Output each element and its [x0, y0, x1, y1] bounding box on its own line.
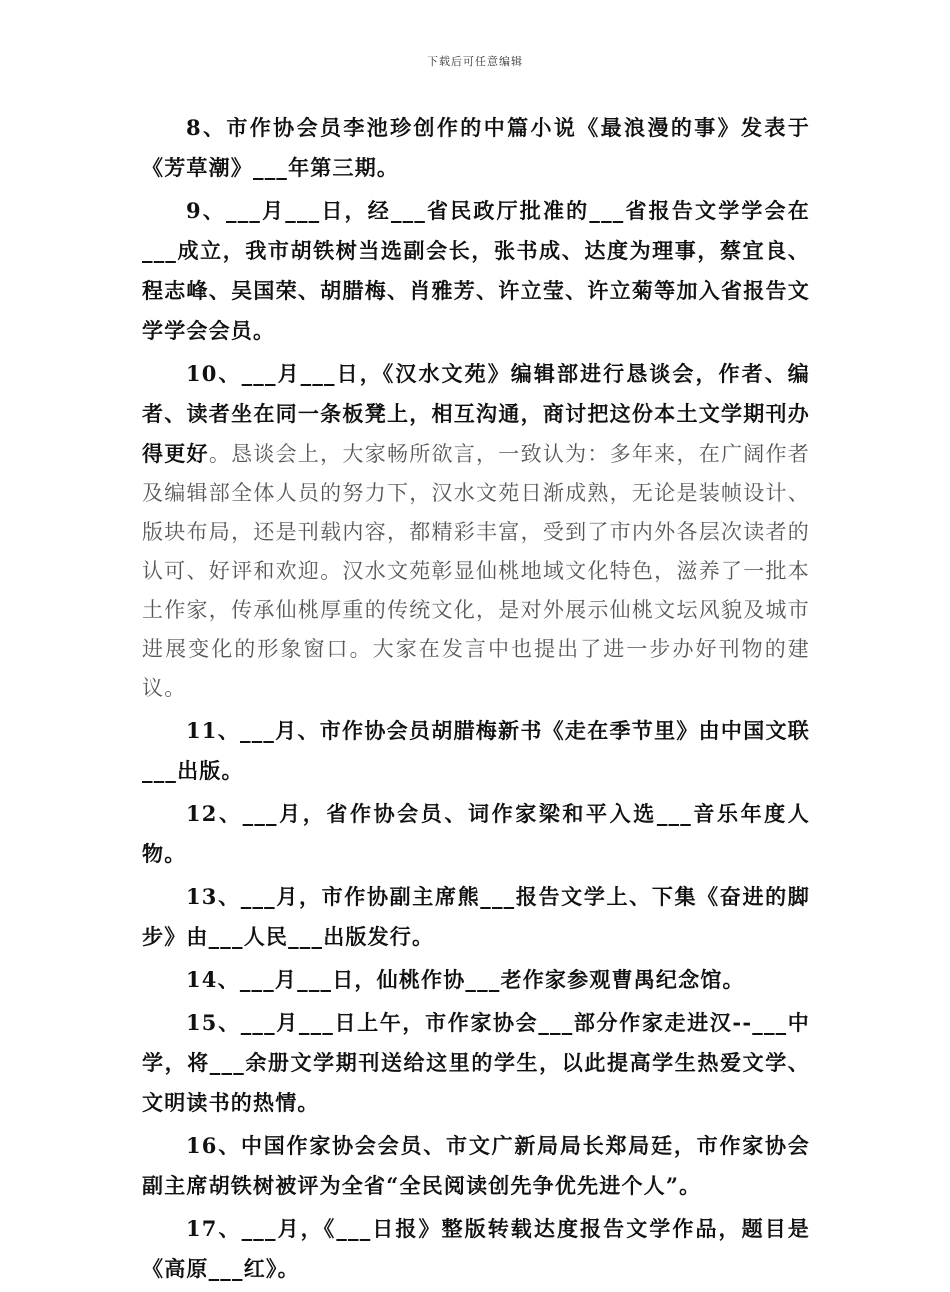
paragraph-bold-text: 17、___月，《___日报》整版转载达度报告文学作品，题目是《高原___红》。 — [142, 1216, 810, 1281]
paragraph-bold-text: 8、市作协会员李池珍创作的中篇小说《最浪漫的事》发表于《芳草潮》___年第三期。 — [142, 115, 810, 180]
paragraph-bold-text: 11、___月、市作协会员胡腊梅新书《走在季节里》由中国文联___出版。 — [142, 718, 810, 783]
paragraph-bold-text: 10、___月___日，《汉水文苑》编辑部进行恳谈会，作者、编者、读者坐在同一条板凳上，相互沟通，商讨把这份本土文学期刊办得更好 — [142, 361, 810, 466]
paragraph-bold-text: 12、___月，省作协会员、词作家梁和平入选___音乐年度人物。 — [142, 801, 810, 866]
page-header: 下载后可任意编辑 — [427, 55, 523, 68]
paragraph-item-9 — [142, 191, 810, 351]
paragraph-item-14 — [142, 960, 810, 1000]
document-body — [142, 108, 810, 1292]
paragraph-bold-text: 14、___月___日，仙桃作协___老作家参观曹禺纪念馆。 — [186, 967, 745, 992]
paragraph-item-10 — [142, 354, 810, 708]
paragraph-item-16 — [142, 1126, 810, 1206]
paragraph-bold-text: 9、___月___日，经___省民政厅批准的___省报告文学学会在___成立，我市胡铁树当选副会长，张书成、达度为理事，蔡宜良、程志峰、吴国荣、胡腊梅、肖雅芳、许立莹、许立菊等加入省报告文学学会会员。 — [142, 198, 810, 343]
paragraph-item-17 — [142, 1209, 810, 1289]
paragraph-regular-text: 。恳谈会上，大家畅所欲言，一致认为：多年来，在广阔作者及编辑部全体人员的努力下，汉水文苑日渐成熟，无论是装帧设计、版块布局，还是刊载内容，都精彩丰富，受到了市内外各层次读者的认可、好评和欢迎。汉水文苑彰显仙桃地域文化特色，滋养了一批本土作家，传承仙桃厚重的传统文化，是对外展示仙桃文坛风貌及城市进展变化的形象窗口。大家在发言中也提出了进一步办好刊物的建议。 — [142, 442, 810, 700]
paragraph-item-12 — [142, 794, 810, 874]
paragraph-bold-text: 13、___月，市作协副主席熊___报告文学上、下集《奋进的脚步》由___人民___出版发行。 — [142, 884, 810, 949]
paragraph-item-15 — [142, 1003, 810, 1123]
paragraph-item-13 — [142, 877, 810, 957]
paragraph-item-8 — [142, 108, 810, 188]
paragraph-bold-text: 16、中国作家协会会员、市文广新局局长郑局廷，市作家协会副主席胡铁树被评为全省“全民阅读创先争优先进个人”。 — [142, 1133, 810, 1198]
paragraph-item-11 — [142, 711, 810, 791]
paragraph-bold-text: 15、___月___日上午，市作家协会___部分作家走进汉--___中学，将___余册文学期刊送给这里的学生，以此提高学生热爱文学、文明读书的热情。 — [142, 1010, 810, 1115]
